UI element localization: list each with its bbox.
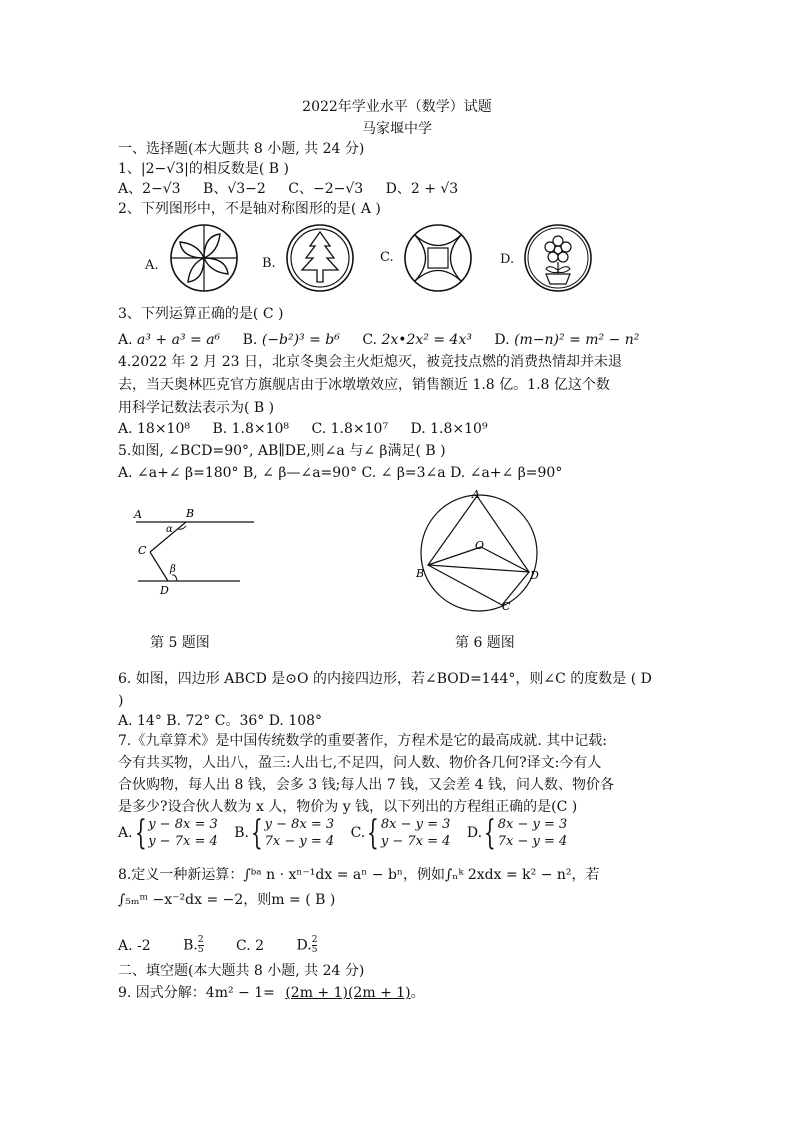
q8-b-denominator: 5 [197,945,204,955]
q9-stem: 9. 因式分解：4m² − 1= [118,985,275,1001]
fig-label-c: C. [380,250,394,265]
q8-option-b [183,936,203,955]
fig6-label-d: D [530,569,539,582]
q3-option-b: (−b²)³ = b⁶ [261,332,340,348]
question-7-line-4: 是多少?设合伙人数为 x 人，物价为 y 钱，以下列出的方程组正确的是(C ) [118,799,578,815]
fig-label-b: B. [262,256,276,271]
q8-option-b-label: B. [183,937,198,954]
question-7-options [118,813,568,856]
exam-title: 2022年学业水平（数学）试题 [302,99,492,115]
fig6-label-c: C [502,600,511,613]
fig5-label-beta: β [170,564,176,575]
question-2: 2、下列图形中，不是轴对称图形的是( A ) [118,201,381,217]
q4-option-a: A. 18×10⁸ [118,421,190,437]
q1-stem: 的相反数是( B ) [188,161,289,177]
q7-option-d: D.{ 8x − y = 3 7x − y = 4 [466,813,568,853]
q4-option-d: D. 1.8×10⁹ [410,421,488,437]
question-7-line-3: 合伙购物，每人出 8 钱，会多 3 钱;每人出 7 钱，又会差 4 钱，问人数、物价各 [118,777,614,793]
question-1-options [118,180,476,198]
q4-option-c: C. 1.8×10⁷ [311,421,389,437]
q7-option-c-label: C. [350,825,366,841]
question-3: 3、下列运算正确的是( C ) [118,306,284,322]
q7-c-eq2: y − 7x = 4 [380,834,451,849]
tree-figure [284,222,356,294]
q7-option-b-label: B. [234,825,249,841]
fig6-label-b: B [416,567,425,580]
figure-6-diagram [410,486,550,614]
question-8-line-2: ∫₅ₘᵐ −x⁻²dx = −2，则m = ( B ) [118,892,336,908]
q7-option-c: C.{ 8x − y = 3 y − 7x = 4 [350,813,451,853]
question-4-line-1: 4.2022 年 2 月 23 日，北京冬奥会主火炬熄灭，被竞技点燃的消费热情却并未退 [118,354,622,370]
q8-option-d [297,936,318,955]
q1-number: 1、 [118,161,141,177]
q3-option-d: (m−n)² = m² − n² [514,332,640,348]
q8-option-d-label: D. [296,937,312,954]
section-heading: 一、选择题(本大题共 8 小题, 共 24 分) [118,141,365,157]
question-8-line-1: 8.定义一种新运算：∫ᵇᵃ n · xⁿ⁻¹dx = aⁿ − bⁿ，例如∫ₙᵏ 2xdx = k² − n²，若 [118,867,600,883]
question-4-line-3: 用科学记数法表示为( B ) [118,400,275,416]
fig6-label-a: A [472,488,480,501]
q7-a-eq2: y − 7x = 4 [148,834,218,849]
question-5-options: A. ∠a+∠ β=180° B, ∠ β—∠a=90° C. ∠ β=3∠a D. ∠a+∠ β=90° [118,465,563,481]
q7-option-b: B.{ y − 8x = 3 7x − y = 4 [234,813,335,853]
fig6-label-o: O [475,539,485,552]
q8-option-c: C. 2 [236,937,265,954]
question-9 [118,984,425,1002]
option-d: D、2 + √3 [385,181,459,197]
q3-option-d-label: D. [494,332,515,348]
q3-option-a: a³ + a³ = a⁶ [137,332,221,348]
figure-6-caption: 第 6 题图 [455,635,515,651]
question-2-figures [140,222,610,298]
fig5-label-alpha: α [166,524,173,535]
arc-window-figure [402,222,474,294]
q8-option-a: A. -2 [118,937,151,954]
fig5-label-c: C [138,544,147,557]
question-4-options [118,420,506,438]
q1-expression: |2−√3| [140,161,189,177]
q7-a-eq1: y − 8x = 3 [148,817,218,832]
q8-d-denominator: 5 [311,945,318,955]
fig-label-a: A. [145,258,159,273]
fig-label-d: D. [500,252,515,267]
question-8-options [118,936,335,955]
figure-5-caption: 第 5 题图 [150,635,210,651]
option-c: C、−2−√3 [288,181,364,197]
q7-option-d-label: D. [466,825,483,841]
q4-option-b: B. 1.8×10⁸ [212,421,290,437]
q3-option-c-label: C. [362,332,382,348]
q3-option-a-label: A. [118,332,138,348]
q9-end-mark: 。 [410,985,425,1001]
q8-d-numerator: 2 [311,935,318,945]
question-3-options [118,331,657,349]
question-4-line-2: 去，当天奥林匹克官方旗舰店由于冰墩墩效应，销售额近 1.8 亿。1.8 亿这个数 [118,377,610,393]
section-2-heading: 二、填空题(本大题共 8 小题, 共 24 分) [118,963,365,979]
q9-answer: (2m + 1)(2m + 1) [285,985,411,1001]
q7-option-a-label: A. [118,825,133,841]
option-b: B、√3−2 [203,181,266,197]
question-6-line-2: ) [118,693,124,709]
q7-b-eq1: y − 8x = 3 [264,817,335,832]
q7-c-eq1: 8x − y = 3 [380,817,451,832]
q7-d-eq2: 7x − y = 4 [497,834,568,849]
question-5: 5.如图, ∠BCD=90°, AB∥DE,则∠a 与∠ β满足( B ) [118,443,446,459]
option-a: A、2−√3 [118,181,181,197]
q8-b-numerator: 2 [197,935,204,945]
q3-option-c: 2x•2x² = 4x³ [381,332,472,348]
question-6-options: A. 14° B. 72° C。36° D. 108° [118,713,323,729]
question-7-line-2: 今有共买物，人出八，盈三:人出七,不足四，问人数、物价各几何?译文:今有人 [118,755,602,771]
q7-d-eq1: 8x − y = 3 [497,817,568,832]
question-7-line-1: 7.《九章算术》是中国传统数学的重要著作，方程术是它的最高成就. 其中记载: [118,733,607,749]
q7-option-a: A.{ y − 8x = 3 y − 7x = 4 [118,813,218,853]
q3-option-b-label: B. [242,332,262,348]
school-name: 马家堰中学 [362,121,432,137]
fig5-label-b: B [186,507,195,520]
flower-figure [522,222,594,294]
pinwheel-figure [168,222,240,294]
q7-b-eq2: 7x − y = 4 [264,834,335,849]
fig5-label-a: A [134,508,142,521]
question-6-line-1: 6. 如图，四边形 ABCD 是⊙O 的内接四边形，若∠BOD=144°，则∠C 的度数是 ( D [118,671,652,687]
fig5-label-d: D [160,584,169,597]
figure-5-diagram [128,502,263,602]
question-1 [118,160,289,178]
